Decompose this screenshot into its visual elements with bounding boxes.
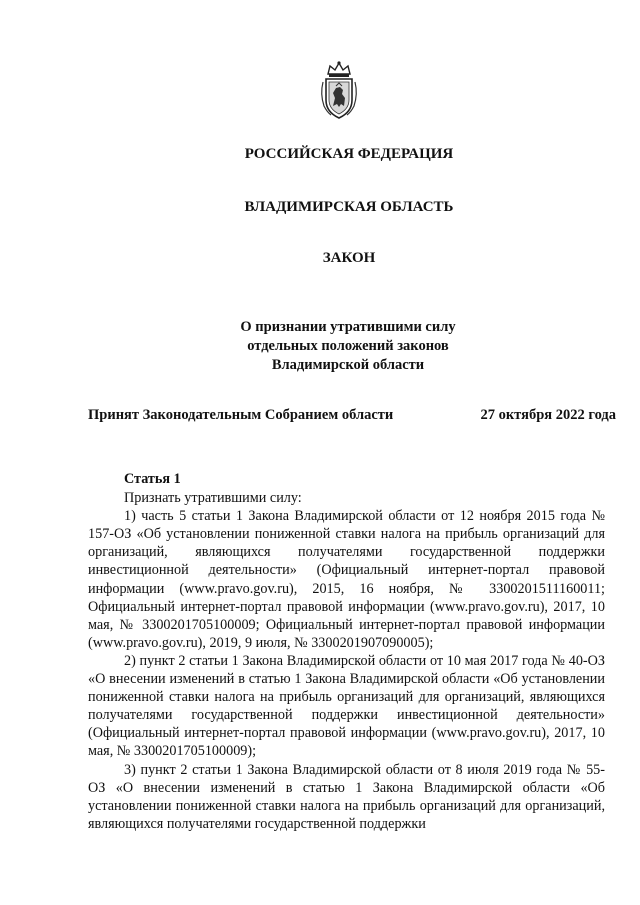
- adopted-by: Принят Законодательным Собранием области: [88, 407, 394, 423]
- coat-of-arms-icon: [318, 60, 360, 122]
- country-heading: РОССИЙСКАЯ ФЕДЕРАЦИЯ: [244, 146, 454, 162]
- adoption-date: 27 октября 2022 года: [480, 407, 616, 423]
- law-title-line: Владимирской области: [271, 357, 425, 373]
- law-body: [88, 470, 605, 833]
- adoption-line: [88, 407, 616, 424]
- region-heading: ВЛАДИМИРСКАЯ ОБЛАСТЬ: [244, 199, 454, 215]
- document-type-heading: ЗАКОН: [322, 250, 376, 266]
- law-title-line: О признании утратившими силу: [240, 319, 456, 335]
- article-lead: Признать утратившими силу:: [124, 490, 302, 507]
- article-heading: Статья 1: [124, 471, 181, 487]
- law-title-line: отдельных положений законов: [247, 338, 449, 354]
- law-title: [200, 318, 496, 375]
- article-item: 3) пункт 2 статьи 1 Закона Владимирской области от 8 июля 2019 года № 55-ОЗ «О внесении изменений в статью 1 Закона Владимирской области «Об установлении пониженной ставки налога на прибыль организаций для организаций, являющихся получателями государственной поддержки: [88, 761, 605, 832]
- article-item: 2) пункт 2 статьи 1 Закона Владимирской области от 10 мая 2017 года № 40-ОЗ «О внесении изменений в статью 1 Закона Владимирской области «Об установлении пониженной ставки налога на прибыль организаций для организаций, являющихся получателями государственной поддержки инвестиционной деятельности» (Официальный интернет-портал правовой информации (www.pravo.gov.ru), 2017, 10 мая, № 3300201705100009);: [88, 652, 605, 760]
- article-item: 1) часть 5 статьи 1 Закона Владимирской области от 12 ноября 2015 года № 157-ОЗ «Об установлении пониженной ставки налога на прибыль организаций для организаций, являющихся получателями государственной поддержки инвестиционной деятельности» (Официальный интернет-портал правовой информации (www.pravo.gov.ru), 2015, 16 ноября, № 3300201511160011; Официальный интернет-портал правовой информации (www.pravo.gov.ru), 2017, 10 мая, № 3300201705100009; Официальный интернет-портал правовой информации (www.pravo.gov.ru), 2019, 9 июля, № 3300201907090005);: [88, 508, 605, 651]
